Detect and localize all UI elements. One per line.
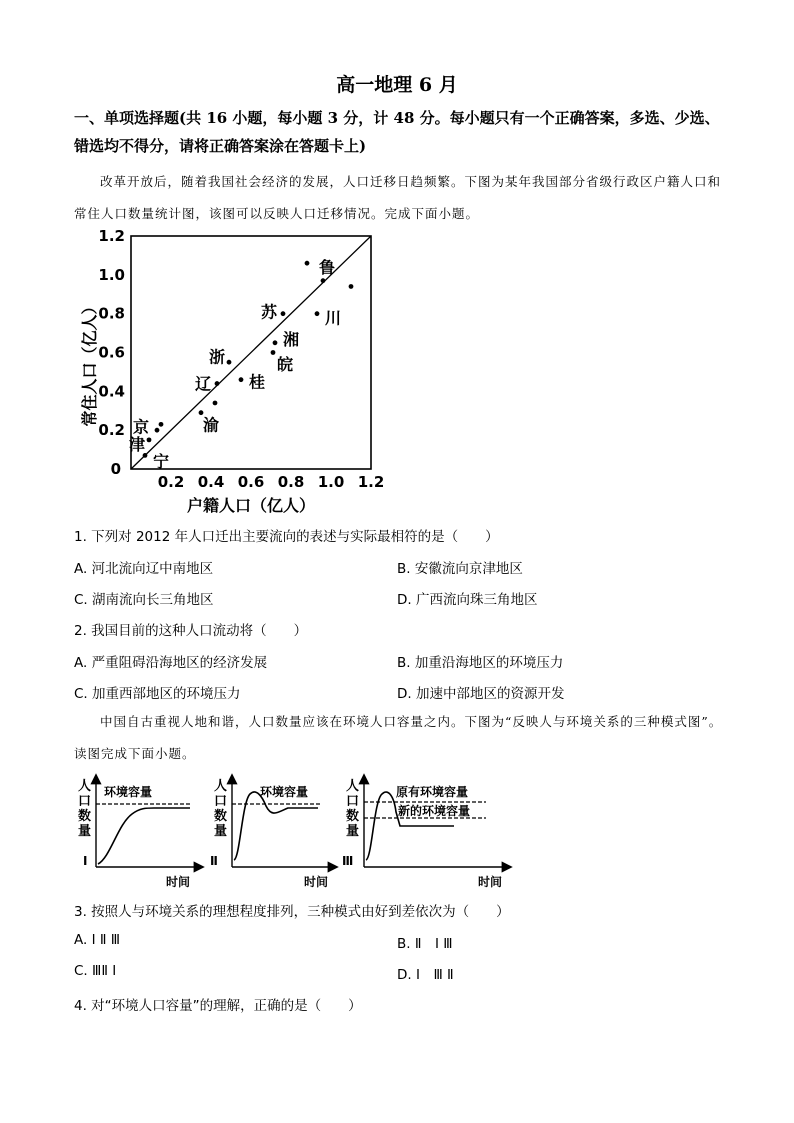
province-label: 苏 [260, 302, 278, 322]
province-label: 津 [128, 434, 146, 454]
model2-x-label: 时间 [304, 875, 329, 889]
model2-y-label: 人口数量 [214, 779, 228, 839]
model3-x-label: 时间 [478, 875, 503, 889]
province-label: 浙 [208, 347, 226, 367]
province-label: 辽 [194, 374, 212, 394]
data-point [215, 381, 220, 386]
model2-capacity-label: 环境容量 [260, 785, 309, 799]
q3-option-d[interactable]: D. Ⅰ Ⅲ Ⅱ [397, 967, 454, 983]
province-label: 湘 [282, 329, 300, 349]
y-tick-label: 0.8 [98, 304, 125, 323]
model3-roman: Ⅲ [342, 854, 354, 868]
x-tick-label: 0.6 [237, 473, 265, 491]
province-label: 京 [132, 417, 150, 437]
x-tick-label: 0.2 [157, 473, 185, 491]
origin-label: 0 [110, 460, 121, 478]
data-point [213, 401, 218, 406]
population-scatter-chart [80, 226, 395, 516]
q1-option-b[interactable]: B. 安徽流向京津地区 [397, 561, 523, 577]
data-point [159, 422, 164, 427]
question-2: 2. 我国目前的这种人口流动将（ ） [74, 623, 308, 639]
q1-option-a[interactable]: A. 河北流向辽中南地区 [74, 561, 214, 577]
model2-roman: Ⅱ [210, 854, 218, 868]
q2-option-d[interactable]: D. 加速中部地区的资源开发 [397, 686, 565, 702]
province-label: 川 [324, 308, 342, 328]
y-tick-label: 1.2 [98, 227, 125, 245]
data-point [349, 284, 354, 289]
question-3: 3. 按照人与环境关系的理想程度排列，三种模式由好到差依次为（ ） [74, 904, 510, 920]
model-panel-2 [210, 776, 336, 889]
y-tick-label: 1.0 [98, 265, 125, 284]
model3-new-capacity-label: 新的环境容量 [398, 804, 471, 818]
data-point [239, 377, 244, 382]
three-models-diagram [74, 772, 514, 892]
model1-capacity-label: 环境容量 [104, 785, 153, 799]
province-label: 皖 [276, 355, 294, 375]
province-label: 桂 [248, 372, 266, 392]
x-tick-label: 0.4 [197, 473, 225, 491]
section-heading: 一、单项选择题(共 16 小题，每小题 3 分，计 48 分。每小题只有一个正确答案，多选、少选、错选均不得分，请将正确答案涂在答题卡上) [74, 109, 720, 155]
q3-option-c[interactable]: C. ⅢⅡ Ⅰ [74, 963, 117, 979]
data-point [305, 261, 310, 266]
x-axis-title: 户籍人口（亿人） [186, 496, 316, 515]
q3-option-b[interactable]: B. Ⅱ Ⅰ Ⅲ [397, 936, 453, 952]
data-point [271, 350, 276, 355]
q2-option-a[interactable]: A. 严重阻碍沿海地区的经济发展 [74, 655, 268, 671]
x-tick-label: 1.2 [357, 473, 385, 491]
data-point [273, 340, 278, 345]
q2-option-b[interactable]: B. 加重沿海地区的环境压力 [397, 655, 564, 671]
question-4: 4. 对“环境人口容量”的理解，正确的是（ ） [74, 998, 362, 1014]
q1-option-c[interactable]: C. 湖南流向长三角地区 [74, 592, 214, 608]
model1-roman: Ⅰ [83, 854, 88, 868]
data-point [315, 311, 320, 316]
model-panel-1 [83, 776, 202, 889]
q2-option-c[interactable]: C. 加重西部地区的环境压力 [74, 686, 241, 702]
data-point [155, 428, 160, 433]
model1-x-label: 时间 [166, 875, 191, 889]
page-title: 高一地理 6 月 [336, 74, 458, 96]
province-label: 宁 [152, 452, 170, 472]
y-axis-title: 常住人口（亿人） [80, 298, 99, 427]
model1-y-label: 人口数量 [78, 779, 92, 839]
data-point [227, 360, 232, 365]
intro-paragraph-1: 改革开放后，随着我国社会经济的发展，人口迁移日趋频繁。下图为某年我国部分省级行政区户籍人口和常住人口数量统计图，该图可以反映人口迁移情况。完成下面小题。 [74, 174, 722, 221]
q3-option-a[interactable]: A. Ⅰ Ⅱ Ⅲ [74, 932, 121, 948]
province-label: 渝 [202, 415, 220, 435]
intro-paragraph-2: 中国自古重视人地和谐，人口数量应该在环境人口容量之内。下图为“反映人与环境关系的三种模式图”。读图完成下面小题。 [74, 714, 723, 761]
data-point [281, 311, 286, 316]
province-label: 鲁 [318, 258, 336, 278]
y-tick-label: 0.2 [98, 421, 125, 440]
data-point [147, 437, 152, 442]
data-point [321, 278, 326, 283]
y-tick-label: 0.6 [98, 343, 125, 362]
x-tick-label: 1.0 [317, 473, 345, 491]
model3-old-capacity-label: 原有环境容量 [396, 785, 469, 799]
question-1: 1. 下列对 2012 年人口迁出主要流向的表述与实际最相符的是（ ） [74, 529, 499, 545]
q1-option-d[interactable]: D. 广西流向珠三角地区 [397, 592, 538, 608]
x-tick-label: 0.8 [277, 473, 305, 491]
model3-y-label: 人口数量 [346, 779, 360, 839]
model-panel-3 [342, 776, 510, 889]
y-tick-label: 0.4 [98, 382, 125, 401]
